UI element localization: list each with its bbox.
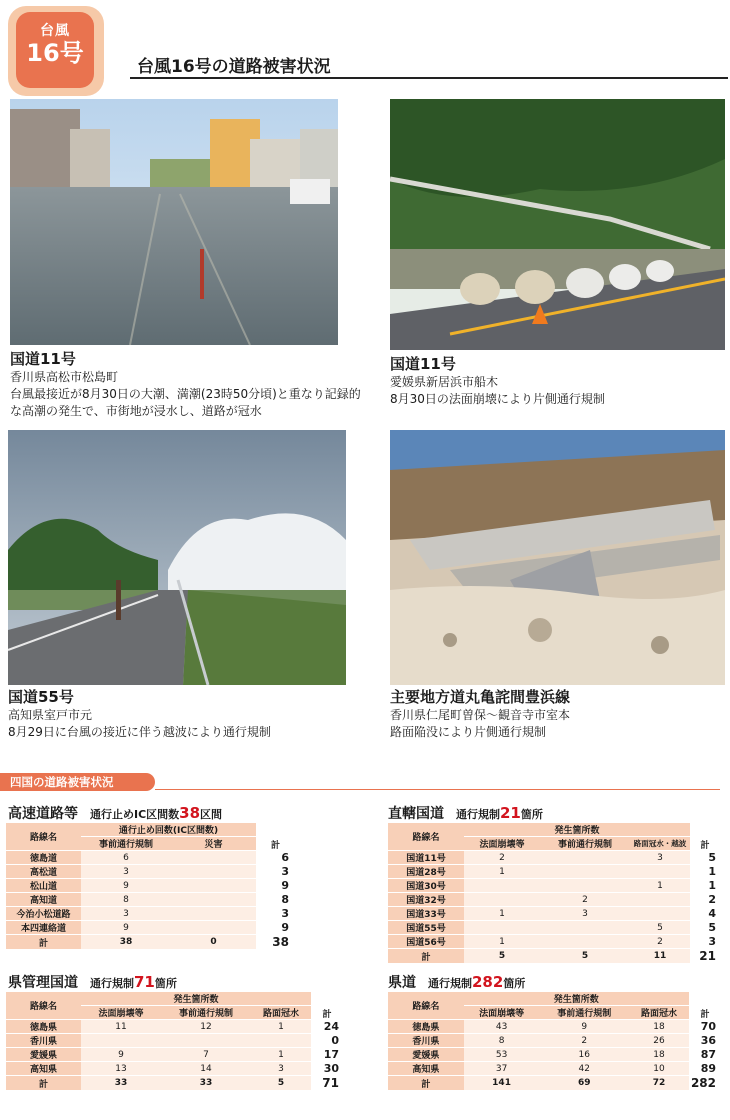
col-header-group: 発生箇所数 (81, 992, 311, 1006)
caption-4-desc: 路面陥没により片側通行規制 (390, 725, 547, 739)
col-header-c3: 路面冠水・越波 (630, 837, 690, 851)
table-row: 国道30号 1 1 (388, 879, 720, 893)
caption-3-road: 国道55号 (8, 688, 74, 706)
table-total-row: 計 5 5 11 21 (388, 949, 720, 964)
table-row: 今治小松道路 3 3 (6, 907, 293, 921)
title-rule (130, 77, 728, 79)
col-header-c1: 法面崩壊等 (464, 1006, 540, 1020)
col-header-c2: 災害 (171, 837, 256, 851)
national-title: 直轄国道 (388, 806, 444, 822)
pref-national-title: 県管理国道 (8, 975, 78, 991)
pref-road-sub: 通行規制282箇所 (428, 973, 526, 991)
col-header-group: 通行止め回数(IC区間数) (81, 823, 256, 837)
table-total-row: 計 38 0 38 (6, 935, 293, 950)
col-header-name: 路線名 (6, 992, 81, 1020)
col-header-c3: 路面冠水 (251, 1006, 311, 1020)
typhoon-badge (8, 6, 104, 96)
col-header-c1: 事前通行規制 (81, 837, 171, 851)
caption-2-place: 愛媛県新居浜市船木 (390, 375, 499, 389)
table-total-row: 計 141 69 72 282 (388, 1076, 720, 1091)
col-header-c2: 事前通行規制 (539, 1006, 629, 1020)
caption-1-place: 香川県高松市松島町 (10, 370, 119, 384)
page-title: 台風16号の道路被害状況 (137, 57, 331, 77)
table-row: 徳島県 43 9 18 70 (388, 1020, 720, 1034)
table-row: 国道55号 5 5 (388, 921, 720, 935)
pref-road-title: 県道 (388, 975, 416, 991)
caption-3-place: 高知県室戸市元 (8, 708, 93, 722)
expressway-table (6, 823, 293, 950)
col-header-c3: 路面冠水 (629, 1006, 689, 1020)
section-banner: 四国の道路被害状況 (0, 773, 155, 791)
col-header-name: 路線名 (6, 823, 81, 851)
national-table (388, 823, 720, 964)
national-total-header: 計 (700, 841, 710, 851)
caption-1-desc: 台風最接近が8月30日の大潮、満潮(23時50分頃)と重なり記録的な高潮の発生で、市街地が浸水し、道路が冠水 (10, 387, 361, 418)
badge-line1: 台風 (40, 23, 70, 39)
table-row: 香川県 0 (6, 1034, 343, 1048)
badge-line2: 16号 (26, 39, 84, 67)
caption-1 (10, 350, 370, 420)
expressway-title: 高速道路等 (8, 806, 78, 822)
table-row: 国道33号 1 3 4 (388, 907, 720, 921)
caption-1-road: 国道11号 (10, 350, 76, 368)
caption-4 (390, 688, 725, 741)
col-header-name: 路線名 (388, 992, 464, 1020)
table-row: 松山道 9 9 (6, 879, 293, 893)
table-row: 徳島道 6 6 (6, 851, 293, 865)
table-row: 愛媛県 53 16 18 87 (388, 1048, 720, 1062)
col-header-c1: 法面崩壊等 (464, 837, 540, 851)
pref-road-table (388, 992, 720, 1091)
expressway-total-header: 計 (270, 841, 280, 851)
pref-road-total-header: 計 (700, 1010, 710, 1020)
table-row: 国道28号 1 1 (388, 865, 720, 879)
pref-national-heading (8, 972, 177, 992)
caption-2 (390, 355, 725, 408)
table-row: 高知県 37 42 10 89 (388, 1062, 720, 1076)
expressway-heading (8, 803, 222, 823)
table-row: 高松道 3 3 (6, 865, 293, 879)
table-row: 高知道 8 8 (6, 893, 293, 907)
caption-2-road: 国道11号 (390, 355, 456, 373)
national-heading (388, 803, 543, 823)
col-header-group: 発生箇所数 (464, 823, 690, 837)
typhoon-badge-inner (16, 12, 94, 88)
table-row: 国道11号 2 3 5 (388, 851, 720, 865)
pref-national-table (6, 992, 343, 1091)
photo-flooded-street (10, 99, 338, 345)
caption-4-road: 主要地方道丸亀詫間豊浜線 (390, 688, 571, 706)
caption-2-desc: 8月30日の法面崩壊により片側通行規制 (390, 392, 605, 406)
pref-national-total-header: 計 (322, 1010, 332, 1020)
col-header-name: 路線名 (388, 823, 464, 851)
pref-road-heading (388, 972, 525, 992)
table-row: 国道56号 1 2 3 (388, 935, 720, 949)
caption-3-desc: 8月29日に台風の接近に伴う越波により通行規制 (8, 725, 271, 739)
table-row: 本四連絡道 9 9 (6, 921, 293, 935)
col-header-group: 発生箇所数 (464, 992, 689, 1006)
table-row: 愛媛県 9 7 1 17 (6, 1048, 343, 1062)
table-row: 高知県 13 14 3 30 (6, 1062, 343, 1076)
expressway-sub: 通行止めIC区間数38区間 (90, 804, 223, 822)
col-header-c2: 事前通行規制 (540, 837, 630, 851)
col-header-c1: 法面崩壊等 (81, 1006, 161, 1020)
photo-waves-coast (8, 430, 346, 685)
photo-road-collapse (390, 430, 725, 685)
table-total-row: 計 33 33 5 71 (6, 1076, 343, 1091)
table-row: 国道32号 2 2 (388, 893, 720, 907)
caption-3 (8, 688, 353, 741)
pref-national-sub: 通行規制71箇所 (90, 973, 177, 991)
table-row: 香川県 8 2 26 36 (388, 1034, 720, 1048)
col-header-c2: 事前通行規制 (161, 1006, 251, 1020)
caption-4-place: 香川県仁尾町曽保～観音寺市室本 (390, 708, 571, 722)
national-sub: 通行規制21箇所 (456, 804, 543, 822)
section-rule (155, 789, 720, 790)
table-row: 徳島県 11 12 1 24 (6, 1020, 343, 1034)
photo-slope-collapse (390, 99, 725, 350)
